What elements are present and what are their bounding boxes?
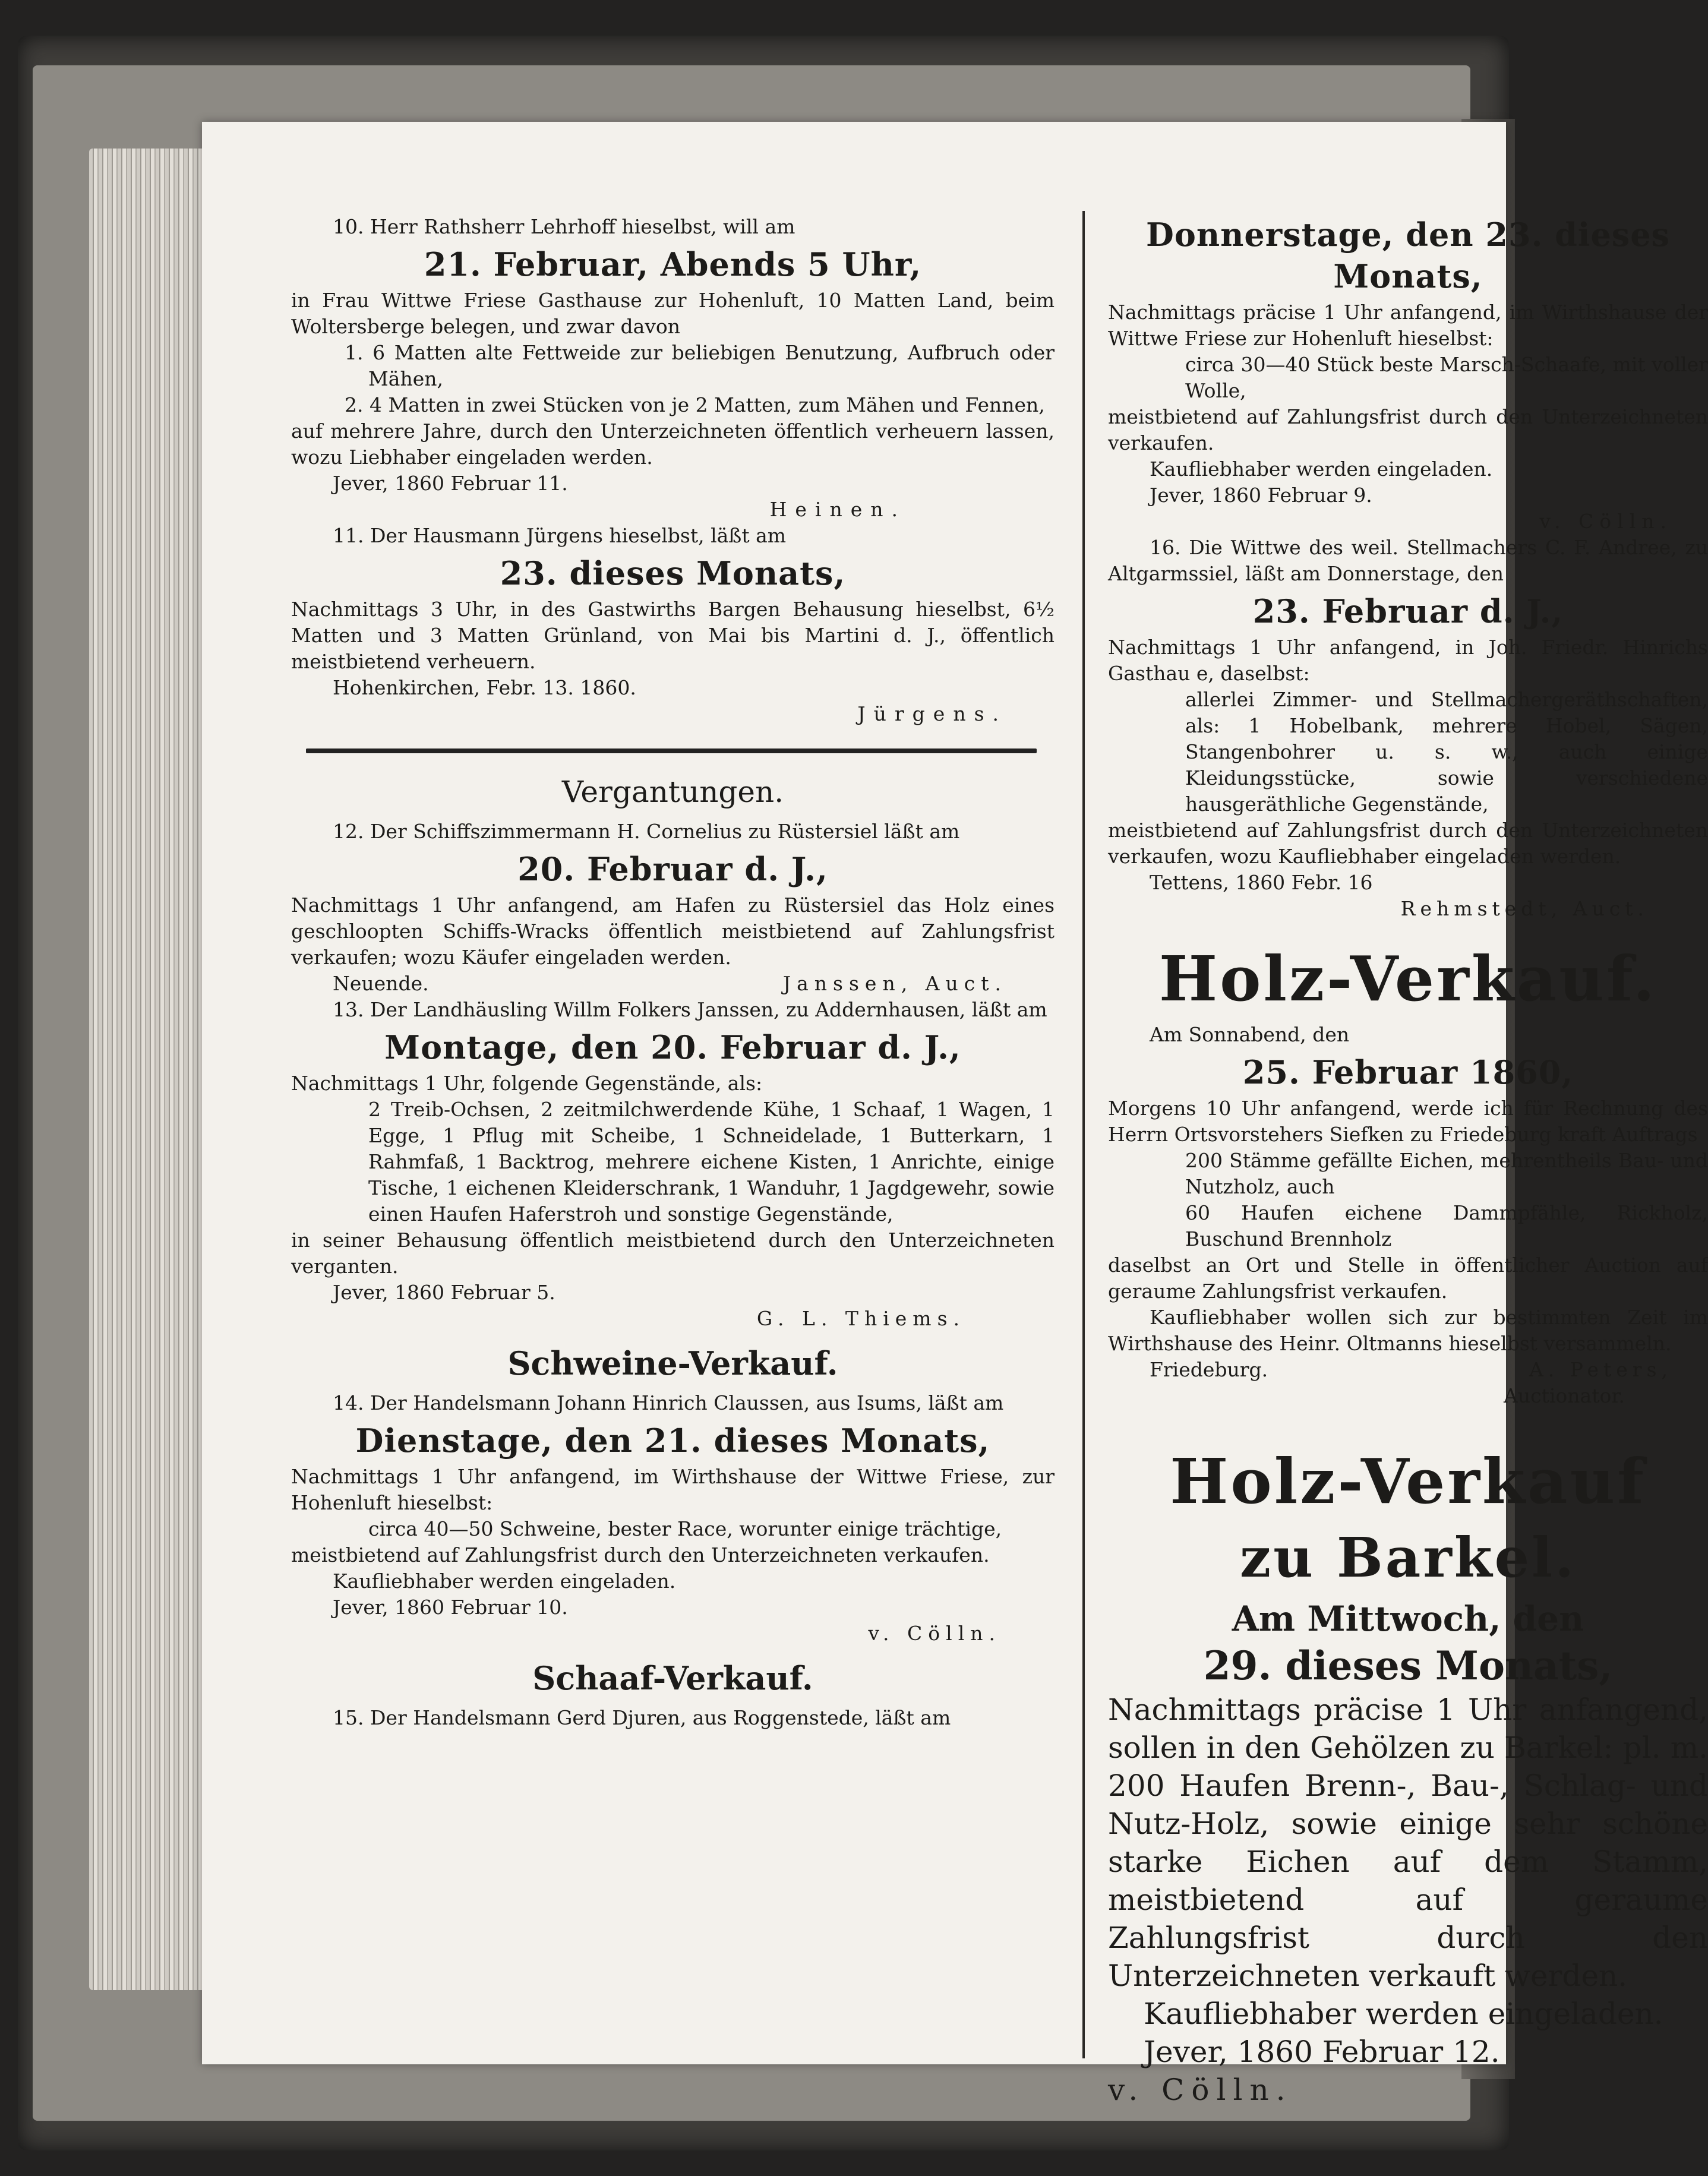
notice-12-body: Nachmittags 1 Uhr anfangend, am Hafen zu Rüstersiel das Holz eines geschloopten Schiffs-Wracks öffentlich meistbietend auf Zahlungsfrist verkaufen; wozu Käufer eingeladen werden. (291, 893, 1055, 969)
notice-12-place: Neuende. (333, 972, 429, 995)
holz-2-intro: Am Mittwoch, den (1232, 1599, 1584, 1639)
notice-14-intro: 14. Der Handelsmann Johann Hinrich Claussen, aus Isums, läßt am (333, 1391, 1004, 1414)
column-divider (1082, 211, 1085, 2058)
section-heading-schaaf: Schaaf-Verkauf. (532, 1659, 813, 1697)
section-heading-vergantungen: Vergantungen. (561, 775, 784, 809)
page-stack-edges (89, 149, 220, 1990)
notice-10-intro: 10. Herr Rathsherr Lehrhoff hieselbst, will am (333, 215, 795, 238)
notice-12-date: 20. Februar d. J., (517, 850, 828, 888)
holz-1-place: Friedeburg. (1150, 1358, 1268, 1381)
notice-10-place: Jever, 1860 Februar 11. (333, 472, 568, 495)
holz-1-list-2: 60 Haufen eichene Dammpfähle, Rickholz, Buschund Brennholz (1185, 1201, 1708, 1250)
notice-13-body-2: in seiner Behausung öffentlich meistbietend durch den Unterzeichneten verganten. (291, 1228, 1055, 1278)
notice-14-place: Jever, 1860 Februar 10. (333, 1596, 568, 1619)
notice-13-list: 2 Treib-Ochsen, 2 zeitmilchwerdende Kühe, 1 Schaaf, 1 Wagen, 1 Egge, 1 Pflug mit Scheibe, 1 Schneidelade, 1 Butterkarn, 1 Rahmfaß, 1 Backtrog, mehrere eichene Kisten, 1 Anrichte, einige Tische, 1 eichenen Kleiderschrank, 1 Wanduhr, 1 Jagdgewehr, sowie einen Haufen Haferstroh und sonstige Gegenstände, (368, 1098, 1055, 1226)
notice-13-body: Nachmittags 1 Uhr, folgende Gegenstände, als: (291, 1072, 763, 1095)
holz-2-body: Nachmittags präcise 1 Uhr anfangend, sollen in den Gehölzen zu Barkel: pl. m. 200 Haufen Brenn-, Bau-, Schlag- und Nutz-Holz, sowie einige sehr schöne starke Eichen auf dem Stamm, meistbietend auf geraume Zahlungsfrist durch den Unterzeichneten verkauft werden. (1108, 1692, 1708, 1993)
notice-10-signature: Heinen. (769, 498, 906, 521)
notice-16-intro: 16. Die Wittwe des weil. Stellmachers C. F. Andree, zu Altgarmssiel, läßt am Donnerstage, den (1108, 536, 1708, 585)
holz-verkauf-heading: Holz-Verkauf. (1158, 942, 1658, 1015)
holz-1-body-3: Kaufliebhaber wollen sich zur bestimmten Zeit im Wirthshause des Heinr. Oltmanns hieselbst versammeln. (1108, 1306, 1708, 1355)
notice-14-body-2: meistbietend auf Zahlungsfrist durch den Unterzeichneten verkaufen. (291, 1543, 990, 1567)
notice-14-signature: v. Cölln. (868, 1622, 1001, 1645)
section-heading-schweine: Schweine-Verkauf. (507, 1344, 838, 1382)
holz-2-place: Jever, 1860 Februar 12. (1144, 2035, 1500, 2069)
holz-2-invite: Kaufliebhaber werden eingeladen. (1144, 1997, 1663, 2031)
notice-14-list: circa 40—50 Schweine, bester Race, worunter einige trächtige, (368, 1517, 1002, 1540)
holz-1-footer (1108, 1357, 1708, 1383)
notice-14-date: Dienstage, den 21. dieses Monats, (355, 1422, 990, 1460)
newspaper-page (202, 122, 1708, 2107)
holz-1-signature: A. Peters, (1529, 1358, 1672, 1381)
notice-13-intro: 13. Der Landhäusling Willm Folkers Janssen, zu Addernhausen, läßt am (333, 998, 1047, 1021)
notice-11-intro: 11. Der Hausmann Jürgens hieselbst, läßt am (333, 524, 787, 547)
notice-15-body-2: meistbietend auf Zahlungsfrist durch den Unterzeichneten verkaufen. (1108, 405, 1708, 454)
notice-15-place: Jever, 1860 Februar 9. (1150, 484, 1372, 507)
notice-13-place: Jever, 1860 Februar 5. (333, 1281, 555, 1304)
notice-14-invite: Kaufliebhaber werden eingeladen. (333, 1569, 676, 1593)
section-rule (306, 749, 1037, 753)
notice-15-date: Donnerstage, den 23. dieses Monats, (1146, 216, 1670, 295)
notice-11-signature: Jürgens. (857, 702, 1007, 725)
holz-1-body: Morgens 10 Uhr anfangend, werde ich für Rechnung des Herrn Ortsvorstehers Siefken zu Friedeburg kraft Auftrags (1108, 1097, 1708, 1146)
notice-10-body-2: auf mehrere Jahre, durch den Unterzeichneten öffentlich verheuern lassen, wozu Liebhaber eingeladen werden. (291, 419, 1055, 469)
holz-verkauf-barkel-subheading: zu Barkel. (1239, 1526, 1577, 1590)
notice-15-list: circa 30—40 Stück beste Marsch-Schaafe, mit voller Wolle, (1185, 353, 1708, 402)
holz-verkauf-barkel-heading: Holz-Verkauf (1170, 1445, 1646, 1518)
notice-15-signature: v. Cölln. (1539, 510, 1672, 533)
notice-12-intro: 12. Der Schiffszimmermann H. Cornelius zu Rüstersiel läßt am (333, 820, 960, 843)
notice-16-body-2: meistbietend auf Zahlungsfrist durch den Unterzeichneten verkaufen, wozu Kaufliebhaber eingeladen werden. (1108, 819, 1708, 868)
notice-13-date: Montage, den 20. Februar d. J., (384, 1028, 961, 1066)
notice-16-list: allerlei Zimmer- und Stellmachergeräthschaften, als: 1 Hobelbank, mehrere Hobel, Sägen, Stangenbohrer u. s. w., auch einige Kleidungsstücke, sowie verschiedene hausgeräthliche Gegenstände, (1185, 688, 1708, 816)
notice-11-body: Nachmittags 3 Uhr, in des Gastwirths Bargen Behausung hieselbst, 6½ Matten und 3 Matten Grünland, von Mai bis Martini d. J., öffentlich meistbietend verheuern. (291, 598, 1055, 673)
notice-12-footer (291, 971, 1055, 997)
notice-16-place: Tettens, 1860 Febr. 16 (1150, 871, 1373, 894)
holz-2-signature: v. Cölln. (1108, 2073, 1293, 2107)
holz-2-date: 29. dieses Monats, (1203, 1643, 1613, 1689)
holz-1-list-1: 200 Stämme gefällte Eichen, mehrentheils Bau- und Nutzholz, auch (1185, 1149, 1708, 1198)
notice-10-date: 21. Februar, Abends 5 Uhr, (424, 245, 922, 283)
holz-1-body-2: daselbst an Ort und Stelle in öffentlicher Auction auf geraume Zahlungsfrist verkaufen. (1108, 1253, 1708, 1303)
holz-1-intro: Am Sonnabend, den (1150, 1023, 1350, 1046)
right-column (1108, 214, 1708, 2109)
notice-10-item-2: 2. 4 Matten in zwei Stücken von je 2 Matten, zum Mähen und Fennen, (345, 393, 1045, 416)
notice-13-signature: G. L. Thiems. (756, 1307, 965, 1330)
notice-16-signature: Rehmstedt, Auct. (1400, 897, 1649, 920)
holz-1-signature-title: Auctionator. (1504, 1384, 1625, 1407)
left-column (291, 214, 1055, 1731)
notice-12-signature: Janssen, Auct. (782, 972, 1007, 995)
notice-10-item-1: 1. 6 Matten alte Fettweide zur beliebigen Benutzung, Aufbruch oder Mähen, (345, 341, 1055, 390)
holz-1-date: 25. Februar 1860, (1242, 1053, 1574, 1091)
notice-11-place: Hohenkirchen, Febr. 13. 1860. (333, 676, 636, 699)
notice-11-date: 23. dieses Monats, (500, 554, 846, 592)
notice-14-body: Nachmittags 1 Uhr anfangend, im Wirthshause der Wittwe Friese, zur Hohenluft hieselbst: (291, 1465, 1055, 1514)
notice-16-body: Nachmittags 1 Uhr anfangend, in Joh. Friedr. Hinrichs Gasthau e, daselbst: (1108, 636, 1708, 685)
notice-10-body: in Frau Wittwe Friese Gasthause zur Hohenluft, 10 Matten Land, beim Woltersberge belegen, und zwar davon (291, 289, 1055, 338)
notice-15-intro: 15. Der Handelsmann Gerd Djuren, aus Roggenstede, läßt am (333, 1706, 951, 1729)
notice-15-invite: Kaufliebhaber werden eingeladen. (1150, 457, 1493, 481)
notice-16-date: 23. Februar d. J., (1252, 592, 1564, 630)
notice-15-body: Nachmittags präcise 1 Uhr anfangend, im Wirthshause der Wittwe Friese zur Hohenluft hieselbst: (1108, 301, 1708, 350)
